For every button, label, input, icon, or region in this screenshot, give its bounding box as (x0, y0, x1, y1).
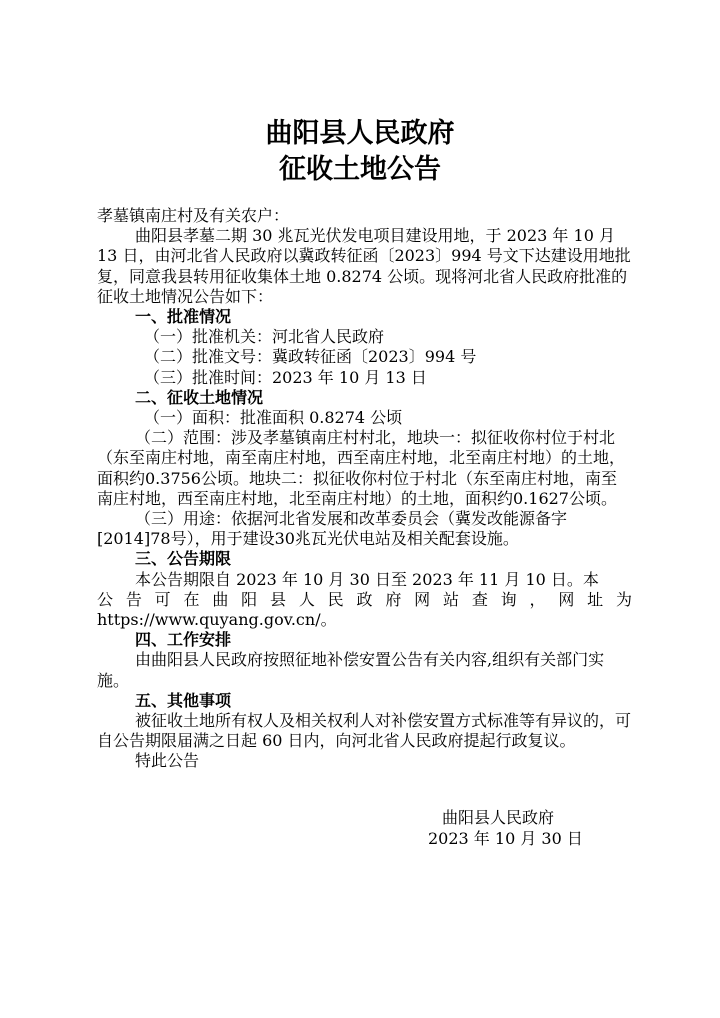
land-area: （一）面积：批准面积 0.8274 公顷 (144, 408, 403, 428)
approval-document-number: （二）批准文号：冀政转征函〔2023〕994 号 (144, 347, 477, 367)
other-matters: 被征收土地所有权人及相关权利人对补偿安置方式标准等有异议的，可自公告期限届满之日起 60 日内，向河北省人民政府提起行政复议。 (97, 711, 632, 751)
notice-body (97, 206, 632, 772)
closing-remark: 特此公告 (135, 751, 200, 771)
period-line1: 本公告期限自 2023 年 10 月 30 日至 2023 年 11 月 10 日。本 (135, 569, 599, 589)
signature-org: 曲阳县人民政府 (442, 808, 555, 827)
section-heading-work: 四、工作安排 (135, 630, 232, 650)
section-heading-other: 五、其他事项 (135, 690, 232, 710)
section-heading-approval: 一、批准情况 (135, 307, 232, 327)
approval-date: （三）批准时间：2023 年 10 月 13 日 (144, 367, 427, 387)
document-title-line1: 曲阳县人民政府 (265, 118, 455, 149)
period-line2: 公告可在曲阳县人民政府网站查询，网址为 (97, 589, 632, 609)
approval-authority: （一）批准机关：河北省人民政府 (144, 327, 385, 347)
website-url: https://www.quyang.gov.cn/。 (97, 610, 337, 630)
signature-date: 2023 年 10 月 30 日 (428, 829, 583, 848)
section-heading-period: 三、公告期限 (135, 549, 232, 569)
document-title-line2: 征收土地公告 (279, 154, 441, 185)
land-use: （三）用途：依据河北省发展和改革委员会（冀发改能源备字[2014]78号），用于建设30兆瓦光伏电站及相关配套设施。 (97, 509, 568, 549)
land-scope: （二）范围：涉及孝墓镇南庄村村北，地块一：拟征收你村位于村北（东至南庄村地，南至南庄村地，西至南庄村地，北至南庄村地）的土地，面积约0.3756公顷。地块二：拟征收你村位于村北（东至南庄村地，南至南庄村地，西至南庄村地，北至南庄村地）的土地，面积约0.1627公顷。 (97, 428, 626, 508)
section-heading-land: 二、征收土地情况 (135, 387, 264, 407)
salutation: 孝墓镇南庄村及有关农户： (97, 206, 290, 225)
work-arrangement: 由曲阳县人民政府按照征地补偿安置公告有关内容,组织有关部门实施。 (97, 650, 605, 690)
intro-paragraph: 曲阳县孝墓二期 30 兆瓦光伏发电项目建设用地，于 2023 年 10 月 13 日，由河北省人民政府以冀政转征函〔2023〕994 号文下达建设用地批复，同意我县转用征收集体土地 0.8274 公顷。现将河北省人民政府批准的征收土地情况公告如下： (97, 226, 631, 306)
